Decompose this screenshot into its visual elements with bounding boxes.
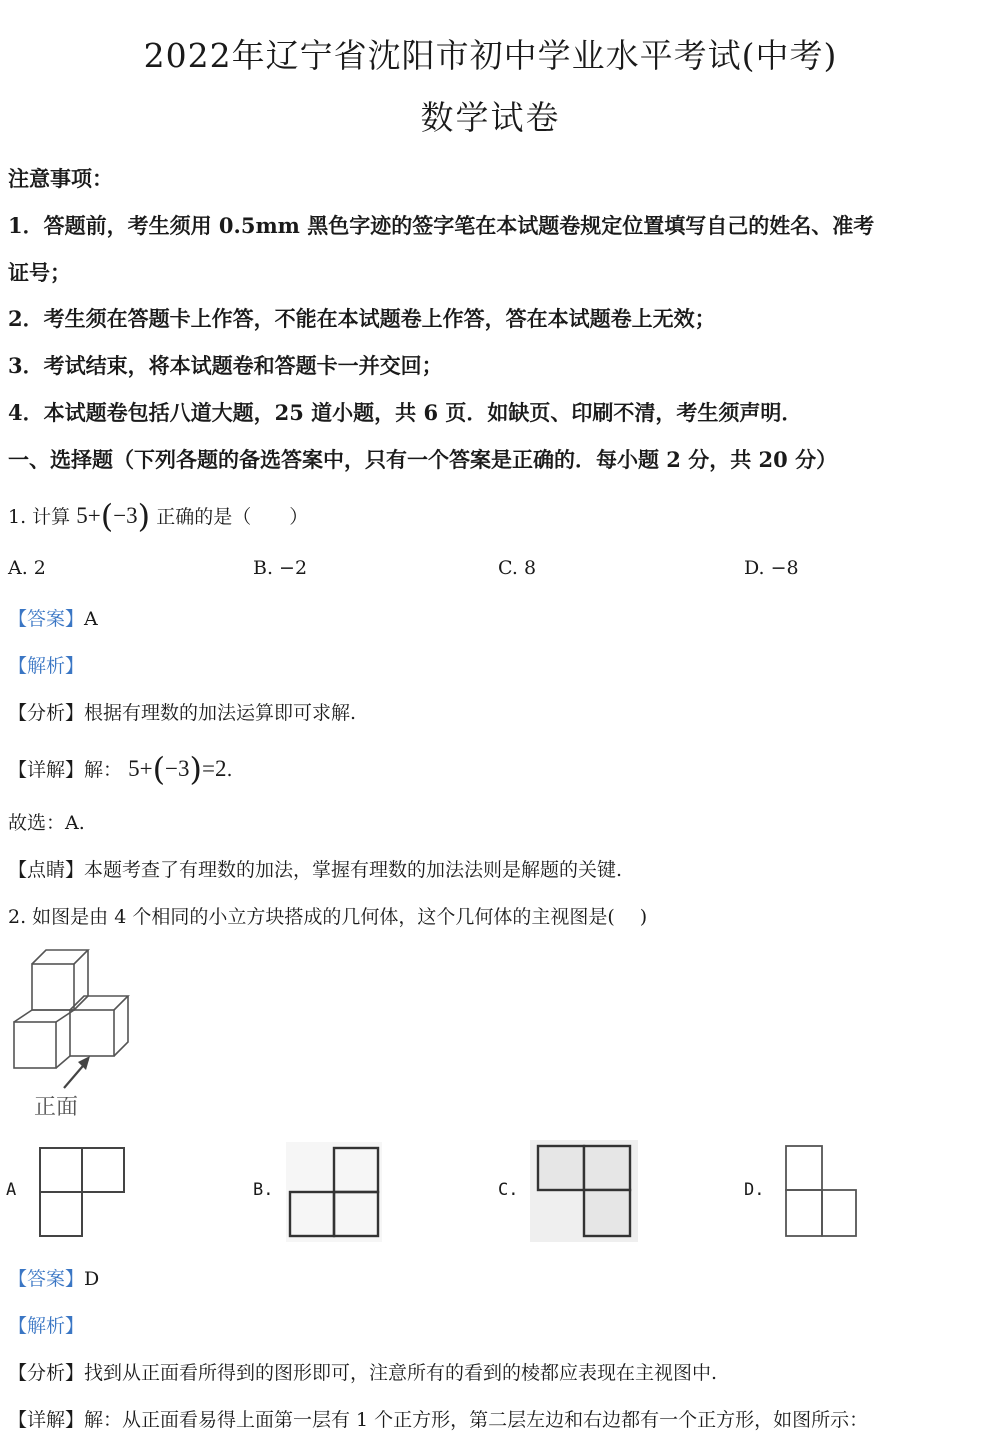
notice-heading: 注意事项： [8, 166, 113, 191]
notice-item-2: 2．考生须在答题卡上作答，不能在本试题卷上作答，答在本试题卷上无效； [8, 306, 716, 331]
q1-guxuan: 故选：A. [8, 812, 85, 834]
front-label: 正面 [34, 1095, 79, 1120]
q1-dianjing: 【点睛】本题考查了有理数的加法，掌握有理数的加法法则是解题的关键. [8, 859, 623, 881]
q2-option-c-figure [530, 1140, 638, 1242]
q1-option-b: B. −2 [253, 557, 308, 579]
q2-option-d-label: D. [744, 1180, 765, 1200]
question-1-stem [8, 497, 308, 535]
q1-answer: 【答案】A [8, 608, 98, 630]
q2-option-d-figure [782, 1142, 860, 1240]
notice-item-3: 3．考试结束，将本试题卷和答题卡一并交回； [8, 353, 443, 378]
question-1-expr: 5+(−3) [76, 497, 151, 535]
page-subtitle: 数学试卷 [420, 98, 561, 137]
q2-option-b-label: B. [253, 1180, 274, 1200]
q1-fenxi: 【分析】根据有理数的加法运算即可求解. [8, 702, 357, 724]
q2-answer: 【答案】D [8, 1268, 100, 1290]
question-1-prefix: 1. 计算 [8, 506, 71, 528]
q1-option-a: A. 2 [8, 557, 46, 579]
q2-option-a-figure [36, 1144, 128, 1240]
section-heading: 一、选择题（下列各题的备选答案中，只有一个答案是正确的．每小题 2 分，共 20 分） [8, 447, 838, 472]
q1-analysis-tag: 【解析】 [8, 655, 85, 677]
q2-option-b-figure [286, 1142, 382, 1242]
page-title: 2022年辽宁省沈阳市初中学业水平考试(中考) [143, 36, 838, 75]
notice-item-1-cont: 证号； [8, 260, 71, 285]
q2-analysis-tag: 【解析】 [8, 1315, 85, 1337]
notice-item-1: 1．答题前，考生须用 0.5mm 黑色字迹的签字笔在本试题卷规定位置填写自己的姓名、准考 [8, 213, 875, 238]
cube-figure [8, 942, 138, 1122]
q2-xiangjie: 【详解】解：从正面看易得上面第一层有 1 个正方形，第二层左边和右边都有一个正方形，如图所示： [8, 1409, 869, 1431]
q1-option-d: D. −8 [744, 557, 799, 579]
q2-fenxi: 【分析】找到从正面看所得到的图形即可，注意所有的看到的棱都应表现在主视图中. [8, 1362, 718, 1384]
question-1-suffix: 正确的是（ ） [156, 506, 309, 528]
q1-xiangjie: 【详解】解： 5+(−3)=2. [8, 750, 233, 788]
question-2-stem: 2. 如图是由 4 个相同的小立方块搭成的几何体，这个几何体的主视图是( ) [8, 906, 648, 928]
q2-option-c-label: C. [498, 1180, 519, 1200]
q2-option-a-label: A [6, 1180, 17, 1200]
notice-item-4: 4．本试题卷包括八道大题，25 道小题，共 6 页．如缺页、印刷不清，考生须声明． [8, 400, 803, 425]
q1-option-c: C. 8 [498, 557, 537, 579]
